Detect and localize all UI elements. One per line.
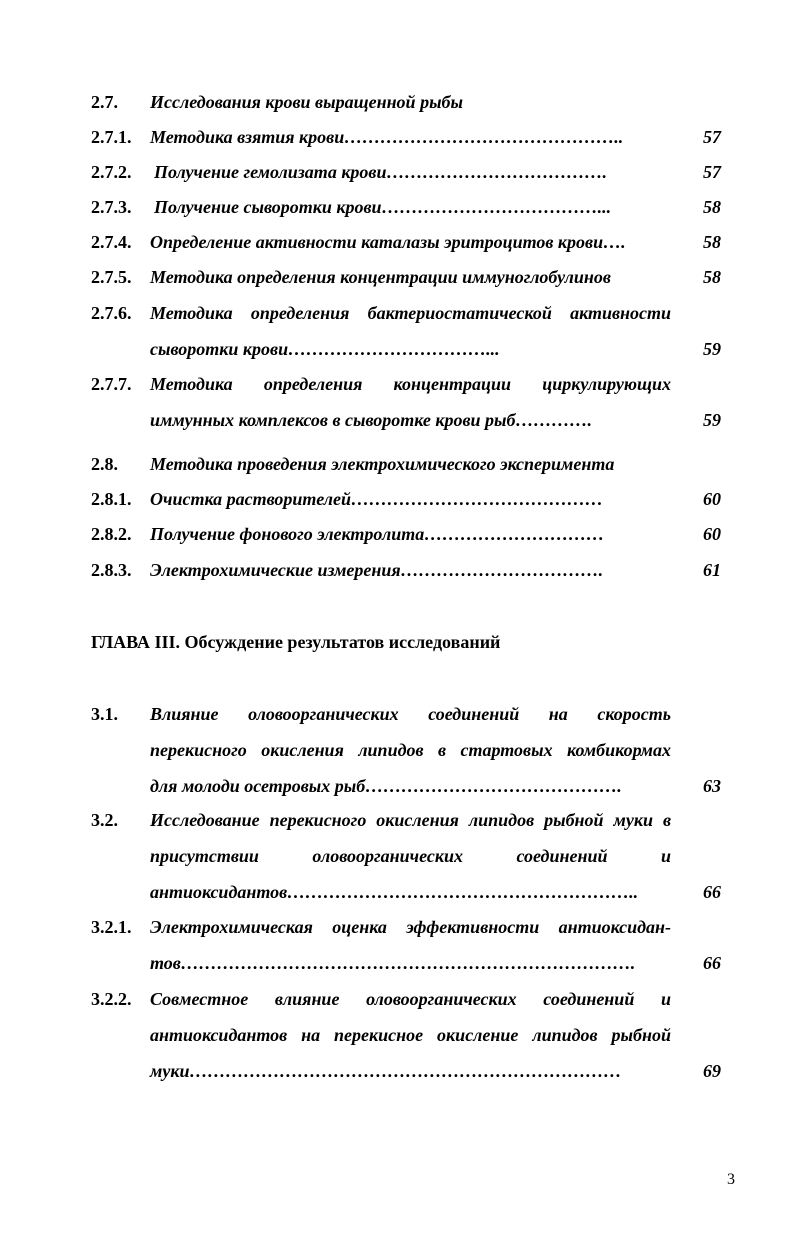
toc-line xyxy=(91,981,721,1017)
toc-title: Исследования крови выращенной рыбы xyxy=(150,92,464,112)
toc-line xyxy=(91,84,721,120)
toc-title: Методика взятия крови……………………………………….. xyxy=(150,127,624,147)
toc-title: Определение активности каталазы эритроцитов крови…. xyxy=(150,232,626,252)
toc-title-continued: антиоксидантов………………………………………………….. xyxy=(150,882,639,902)
toc-line xyxy=(91,259,721,295)
toc-number: 2.7.4. xyxy=(91,232,132,252)
toc-number: 2.7.5. xyxy=(91,267,132,287)
toc-entry xyxy=(91,224,721,260)
toc-number: 2.7. xyxy=(91,92,118,112)
toc-line xyxy=(91,552,721,588)
toc-line xyxy=(91,189,721,225)
toc-number: 2.8.2. xyxy=(91,524,132,544)
toc-entry xyxy=(91,119,721,155)
toc-page-number: 57 xyxy=(703,162,721,182)
toc-title-continued: муки……………………………………………………………… xyxy=(150,1061,622,1081)
toc-line xyxy=(91,402,721,438)
toc-page-number: 66 xyxy=(703,953,721,973)
toc-number: 3.2.2. xyxy=(91,989,132,1009)
toc-title-continued: иммунных комплексов в сыворотке крови рыб…………. xyxy=(150,410,593,430)
toc-title-continued: сыворотки крови……………………………... xyxy=(150,339,500,359)
toc-line xyxy=(91,838,721,874)
toc-line xyxy=(91,802,721,838)
toc-title: Методика проведения электрохимического эксперимента xyxy=(150,454,615,474)
toc-entry xyxy=(91,481,721,517)
toc-title: Методика определения концентрации циркулирующих xyxy=(150,374,671,394)
toc-page-number: 66 xyxy=(703,882,721,902)
toc-number: 2.7.6. xyxy=(91,303,132,323)
toc-number: 3.2. xyxy=(91,810,118,830)
toc-entry xyxy=(91,516,721,552)
toc-title: Электрохимические измерения……………………………. xyxy=(150,560,604,580)
toc-page-number: 58 xyxy=(703,267,721,287)
toc-title: Получение фонового электролита………………………… xyxy=(150,524,605,544)
toc-entry xyxy=(91,552,721,588)
toc-number: 3.2.1. xyxy=(91,917,132,937)
toc-line xyxy=(91,874,721,910)
toc-page-number: 58 xyxy=(703,197,721,217)
toc-page-number: 60 xyxy=(703,524,721,544)
toc-number: 2.7.2. xyxy=(91,162,132,182)
toc-title: Методика определения бактериостатической активности xyxy=(150,303,671,323)
toc-entry xyxy=(91,259,721,295)
toc-line xyxy=(91,732,721,768)
toc-number: 2.8.3. xyxy=(91,560,132,580)
toc-page-number: 57 xyxy=(703,127,721,147)
toc-title-continued: перекисного окисления липидов в стартовых комбикормах xyxy=(150,740,671,760)
toc-title: Влияние оловоорганических соединений на скорость xyxy=(150,704,671,724)
toc-entry xyxy=(91,366,721,438)
toc-entry xyxy=(91,981,721,1089)
toc-title-continued: антиоксидантов на перекисное окисление липидов рыбной xyxy=(150,1025,671,1045)
toc-page-number: 59 xyxy=(703,339,721,359)
toc-line xyxy=(91,696,721,732)
toc-entry xyxy=(91,189,721,225)
toc-page-number: 63 xyxy=(703,776,721,796)
toc-page-number: 58 xyxy=(703,232,721,252)
toc-line xyxy=(91,1053,721,1089)
toc-entry xyxy=(91,295,721,367)
toc-line xyxy=(91,481,721,517)
toc-line xyxy=(91,295,721,331)
toc-entry xyxy=(91,909,721,981)
toc-number: 2.7.7. xyxy=(91,374,132,394)
page-number: 3 xyxy=(727,1171,735,1188)
toc-page-number: 59 xyxy=(703,410,721,430)
toc-title-continued: для молоди осетровых рыб……………………………………. xyxy=(150,776,622,796)
toc-title: Исследование перекисного окисления липидов рыбной муки в xyxy=(150,810,671,830)
toc-line xyxy=(91,446,721,482)
toc-number: 2.7.1. xyxy=(91,127,132,147)
toc-line xyxy=(91,331,721,367)
toc-title-continued: присутствии оловоорганических соединений и xyxy=(150,846,671,866)
toc-title: Совместное влияние оловоорганических соединений и xyxy=(150,989,671,1009)
toc-number: 3.1. xyxy=(91,704,118,724)
toc-title: Электрохимическая оценка эффективности антиоксидан- xyxy=(150,917,671,937)
toc-line xyxy=(91,224,721,260)
toc-entry xyxy=(91,446,721,482)
toc-title: Получение сыворотки крови………………………………... xyxy=(154,197,612,217)
toc-line xyxy=(91,366,721,402)
toc-number: 2.7.3. xyxy=(91,197,132,217)
toc-entry xyxy=(91,802,721,910)
toc-page-number: 60 xyxy=(703,489,721,509)
chapter-heading: ГЛАВА III. Обсуждение результатов исследований xyxy=(91,632,501,652)
toc-line xyxy=(91,1017,721,1053)
toc-title: Очистка растворителей…………………………………… xyxy=(150,489,603,509)
toc-entry xyxy=(91,154,721,190)
toc-line xyxy=(91,768,721,804)
toc-entry xyxy=(91,84,721,120)
toc-line xyxy=(91,154,721,190)
toc-line xyxy=(91,945,721,981)
toc-title: Получение гемолизата крови………………………………. xyxy=(154,162,607,182)
toc-line xyxy=(91,909,721,945)
toc-page-number: 69 xyxy=(703,1061,721,1081)
toc-line xyxy=(91,516,721,552)
toc-entry xyxy=(91,696,721,804)
toc-page-number: 61 xyxy=(703,560,721,580)
toc-number: 2.8. xyxy=(91,454,118,474)
toc-title-continued: тов…………………………………………………………………. xyxy=(150,953,636,973)
toc-title: Методика определения концентрации иммуноглобулинов xyxy=(150,267,611,287)
toc-number: 2.8.1. xyxy=(91,489,132,509)
toc-line xyxy=(91,119,721,155)
